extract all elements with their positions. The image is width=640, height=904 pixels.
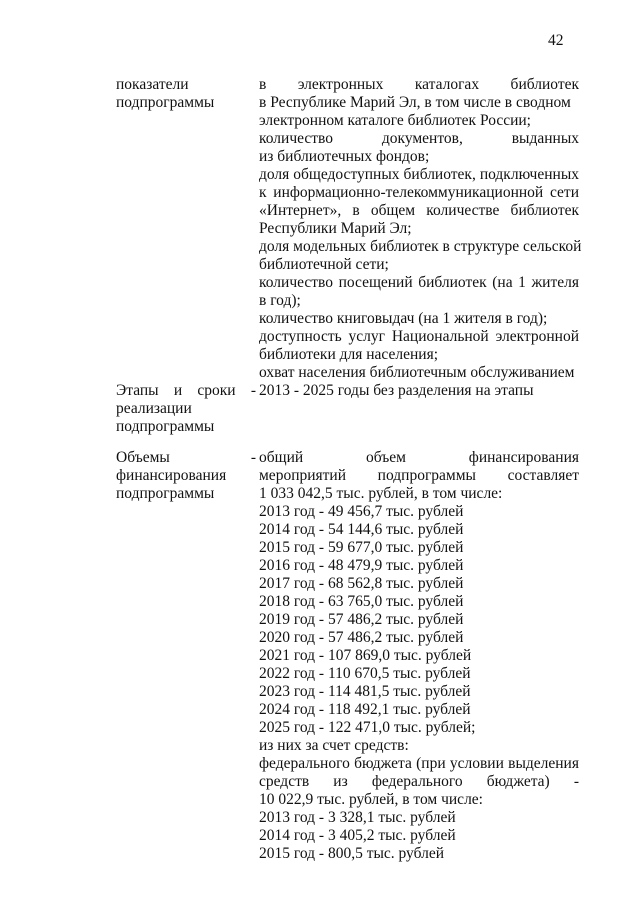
label-line: подпрограммы — [116, 485, 215, 502]
content-line: 2018 год - 63 765,0 тыс. рублей — [259, 593, 464, 610]
row-content-indicators — [259, 76, 582, 382]
content-line: 2016 год - 48 479,9 тыс. рублей — [259, 557, 464, 574]
content-line: электронном каталоге библиотек России; — [259, 112, 531, 129]
content-line: 2019 год - 57 486,2 тыс. рублей — [259, 611, 464, 628]
content-line: 2020 год - 57 486,2 тыс. рублей — [259, 629, 464, 646]
label-line: финансирования — [116, 467, 227, 484]
content-line: к информационно-телекоммуникационной сети — [259, 184, 579, 201]
content-line: 2015 год - 800,5 тыс. рублей — [259, 845, 445, 862]
content-line: 2014 год - 54 144,6 тыс. рублей — [259, 521, 464, 538]
content-line: общий объем финансирования — [259, 449, 579, 466]
content-line: доля общедоступных библиотек, подключенных — [259, 166, 579, 183]
content-line: количество документов, выданных — [259, 130, 579, 147]
content-line: 2023 год - 114 481,5 тыс. рублей — [259, 683, 471, 700]
content-line: охват населения библиотечным обслуживанием — [259, 364, 575, 381]
row-content-financing — [259, 449, 579, 863]
content-line: в год); — [259, 292, 301, 309]
row-label-indicators — [116, 76, 256, 112]
content-line: из библиотечных фондов; — [259, 148, 430, 165]
content-line: средств из федерального бюджета) - — [259, 773, 579, 790]
content-line: доля модельных библиотек в структуре сельской — [259, 238, 582, 255]
content-line: 10 022,9 тыс. рублей, в том числе: — [259, 791, 483, 808]
content-line: 2017 год - 68 562,8 тыс. рублей — [259, 575, 464, 592]
content-line: 2021 год - 107 869,0 тыс. рублей — [259, 647, 472, 664]
label-line: показатели — [116, 76, 189, 93]
label-line: Этапы и сроки - — [116, 382, 256, 399]
content-line: библиотечной сети; — [259, 256, 389, 273]
content-line: «Интернет», в общем количестве библиотек — [259, 202, 579, 219]
content-line: из них за счет средств: — [259, 737, 409, 754]
content-line: 2015 год - 59 677,0 тыс. рублей — [259, 539, 464, 556]
content-line: мероприятий подпрограммы составляет — [259, 467, 579, 484]
content-line: в Республике Марий Эл, в том числе в сводном — [259, 94, 571, 111]
content-line: в электронных каталогах библиотек — [259, 76, 579, 93]
content-line: 2013 год - 3 328,1 тыс. рублей — [259, 809, 456, 826]
page-number: 42 — [548, 32, 564, 49]
content-line: количество книговыдач (на 1 жителя в год); — [259, 310, 548, 327]
content-line: доступность услуг Национальной электронной — [259, 328, 579, 345]
content-line: количество посещений библиотек (на 1 жителя — [259, 274, 579, 291]
label-line: подпрограммы — [116, 418, 215, 435]
content-line: 1 033 042,5 тыс. рублей, в том числе: — [259, 485, 503, 502]
content-line: 2013 - 2025 годы без разделения на этапы — [259, 382, 534, 399]
row-label-financing — [116, 449, 256, 503]
content-line: библиотеки для населения; — [259, 346, 438, 363]
row-label-stages — [116, 382, 256, 436]
content-line: 2024 год - 118 492,1 тыс. рублей — [259, 701, 471, 718]
label-line: Объемы - — [116, 449, 256, 466]
content-line: 2022 год - 110 670,5 тыс. рублей — [259, 665, 471, 682]
row-content-stages — [259, 382, 579, 400]
content-line: Республики Марий Эл; — [259, 220, 412, 237]
content-line: 2025 год - 122 471,0 тыс. рублей; — [259, 719, 476, 736]
content-line: 2013 год - 49 456,7 тыс. рублей — [259, 503, 464, 520]
content-line: федерального бюджета (при условии выделения — [259, 755, 579, 772]
content-line: 2014 год - 3 405,2 тыс. рублей — [259, 827, 456, 844]
label-line: реализации — [116, 400, 192, 417]
label-line: подпрограммы — [116, 94, 215, 111]
